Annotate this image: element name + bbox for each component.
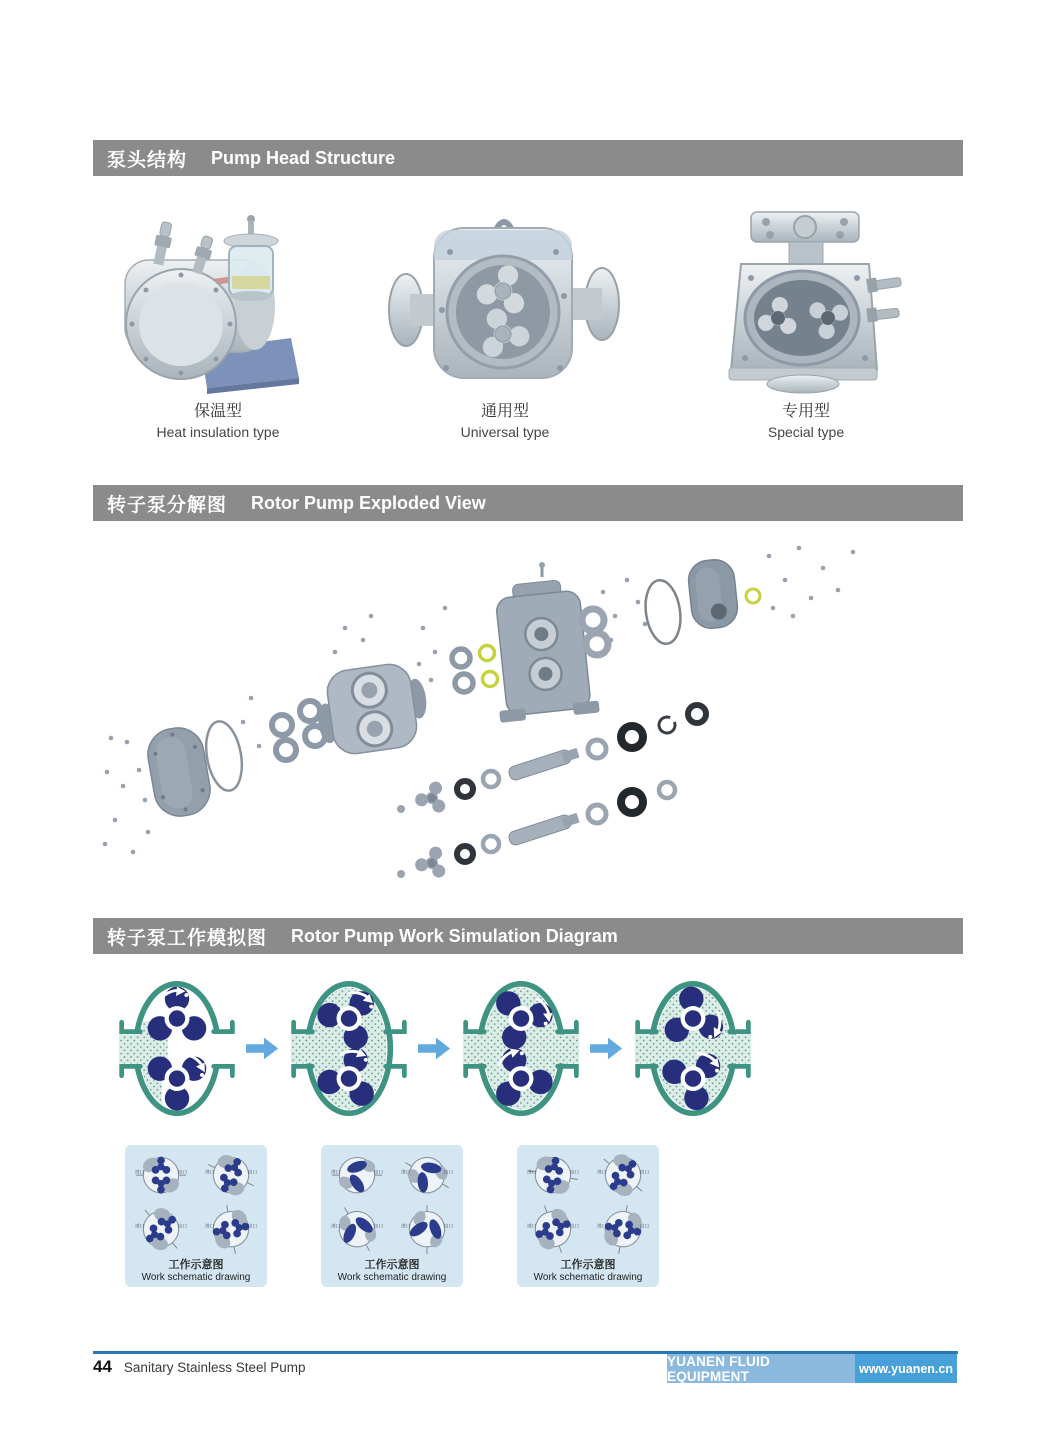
svg-text:进口: 进口 — [527, 1223, 537, 1229]
svg-text:出口: 出口 — [373, 1169, 383, 1175]
svg-text:进口: 进口 — [331, 1223, 341, 1229]
scattered-screws — [103, 546, 856, 855]
svg-text:进口: 进口 — [597, 1223, 607, 1229]
svg-text:出口: 出口 — [177, 1223, 187, 1229]
mini-schematic — [527, 1205, 579, 1257]
work-schematic-panels — [125, 1145, 659, 1287]
mini-schematic — [135, 1151, 187, 1203]
pump-caption-en: Universal type — [460, 424, 550, 440]
seal-rings — [452, 646, 498, 693]
mini-schematic — [331, 1205, 383, 1257]
svg-text:出口: 出口 — [373, 1223, 383, 1229]
svg-text:出口: 出口 — [177, 1169, 187, 1175]
svg-text:进口: 进口 — [401, 1223, 411, 1229]
panel-caption-zh: 工作示意图 — [168, 1259, 224, 1271]
pump-caption-en: Special type — [767, 424, 845, 440]
mini-schematic — [205, 1151, 257, 1203]
svg-text:进口: 进口 — [527, 1169, 537, 1175]
section-header-pump-head-structure — [93, 140, 963, 176]
panel-caption-zh: 工作示意图 — [560, 1259, 616, 1271]
mini-schematic — [597, 1205, 649, 1257]
mini-schematic — [401, 1205, 453, 1257]
svg-text:进口: 进口 — [597, 1169, 607, 1175]
pump-figure-universal — [370, 192, 640, 442]
brand-name: YUANEN FLUID EQUIPMENT — [667, 1354, 855, 1383]
svg-text:出口: 出口 — [639, 1223, 649, 1229]
flow-arrow-icon — [246, 1036, 280, 1062]
brand-website: www.yuanen.cn — [855, 1354, 957, 1383]
footer-left — [93, 1357, 306, 1377]
back-cover — [687, 558, 740, 630]
simulation-sequence — [116, 975, 754, 1123]
svg-text:出口: 出口 — [247, 1169, 257, 1175]
mini-schematic — [205, 1205, 257, 1257]
work-schematic-panel-1 — [125, 1145, 267, 1287]
footer-product-name: Sanitary Stainless Steel Pump — [123, 1360, 306, 1375]
shaft-assembly-upper — [397, 705, 706, 814]
gear-housing — [486, 577, 600, 723]
work-schematic-panel-2 — [321, 1145, 463, 1287]
section-header-work-simulation — [93, 918, 963, 954]
flow-arrow-icon — [590, 1036, 624, 1062]
svg-text:出口: 出口 — [639, 1169, 649, 1175]
mini-schematic — [401, 1151, 453, 1203]
exploded-view-drawing — [93, 532, 963, 907]
svg-text:进口: 进口 — [135, 1169, 145, 1175]
panel-caption-en: Work schematic drawing — [337, 1272, 447, 1283]
pump-body — [312, 660, 433, 758]
svg-text:出口: 出口 — [569, 1169, 579, 1175]
svg-text:进口: 进口 — [401, 1169, 411, 1175]
oil-cup — [224, 215, 278, 301]
footer-brand-badge — [667, 1354, 957, 1383]
simulation-frame-3 — [460, 975, 582, 1123]
svg-text:出口: 出口 — [443, 1169, 453, 1175]
section-title-en: Rotor Pump Work Simulation Diagram — [291, 925, 618, 946]
pump-photo-special-type — [671, 192, 941, 397]
top-screw — [539, 562, 545, 577]
pump-figure-heat-insulation — [83, 192, 353, 442]
simulation-frame-2 — [288, 975, 410, 1123]
svg-text:出口: 出口 — [443, 1223, 453, 1229]
simulation-frame-4 — [632, 975, 754, 1123]
section-title-en: Pump Head Structure — [211, 147, 396, 168]
pump-photo-heat-insulation-type — [83, 192, 353, 397]
rear-gasket-oval — [642, 578, 685, 646]
shaft-assembly-lower — [397, 782, 675, 879]
pump-caption-zh: 专用型 — [781, 403, 830, 420]
mini-schematic — [527, 1151, 579, 1203]
panel-caption-zh: 工作示意图 — [364, 1259, 420, 1271]
mini-schematic — [135, 1205, 187, 1257]
svg-text:进口: 进口 — [205, 1223, 215, 1229]
svg-text:出口: 出口 — [247, 1223, 257, 1229]
section-title-en: Rotor Pump Exploded View — [251, 492, 486, 513]
mini-schematic — [331, 1151, 383, 1203]
section-header-exploded-view — [93, 485, 963, 521]
exploded-view-figure — [93, 532, 963, 907]
front-cover — [144, 724, 214, 820]
simulation-frame-1 — [116, 975, 238, 1123]
yellow-o-ring — [746, 589, 760, 603]
section-title-zh: 转子泵工作模拟图 — [107, 927, 268, 949]
svg-text:进口: 进口 — [205, 1169, 215, 1175]
svg-text:进口: 进口 — [331, 1169, 341, 1175]
panel-caption-en: Work schematic drawing — [141, 1272, 251, 1283]
o-rings — [582, 609, 608, 655]
work-schematic-panel-3 — [517, 1145, 659, 1287]
svg-text:出口: 出口 — [569, 1223, 579, 1229]
pump-figure-special — [671, 192, 941, 442]
bushings — [272, 701, 325, 760]
pump-photo-universal-type — [370, 192, 640, 397]
page-number: 44 — [93, 1357, 112, 1376]
section-title-zh: 泵头结构 — [107, 149, 188, 171]
pump-caption-zh: 保温型 — [193, 403, 242, 420]
panel-caption-en: Work schematic drawing — [533, 1272, 643, 1283]
mini-schematic — [597, 1151, 649, 1203]
pump-caption-zh: 通用型 — [480, 403, 529, 420]
pump-caption-en: Heat insulation type — [156, 424, 280, 440]
svg-text:进口: 进口 — [135, 1223, 145, 1229]
section-title-zh: 转子泵分解图 — [107, 494, 228, 516]
flow-arrow-icon — [418, 1036, 452, 1062]
